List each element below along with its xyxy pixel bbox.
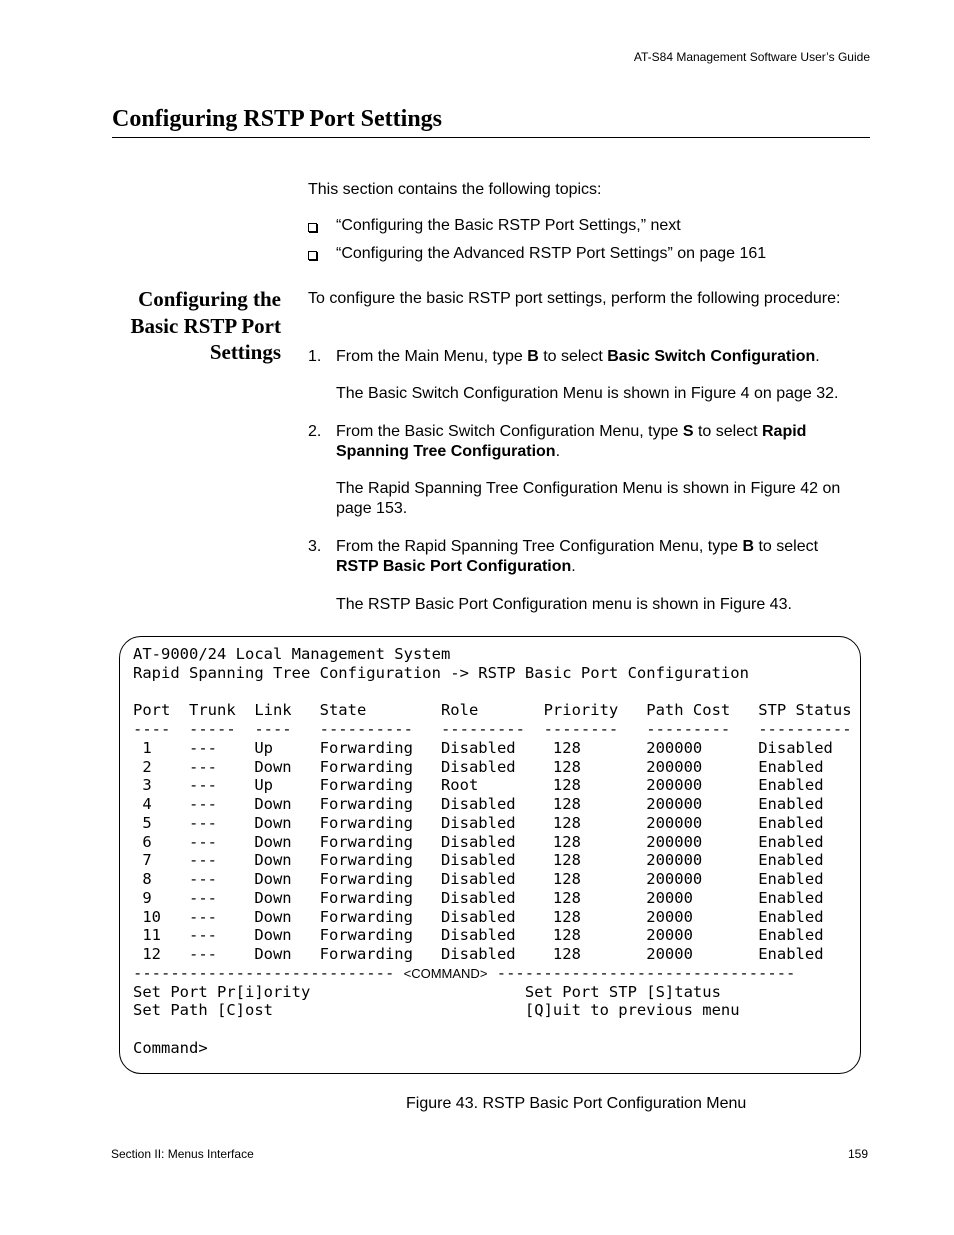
blank-line [133,1020,852,1039]
table-row: 8 --- Down Forwarding Disabled 128 200000 Enabled [133,870,824,888]
command-divider: ---------------------------- <COMMAND> -------------------------------- [133,963,796,982]
key-letter: B [742,538,755,555]
table-row: 9 --- Down Forwarding Disabled 128 20000 Enabled [133,888,824,907]
command-label: <COMMAND> [403,965,488,981]
step-instruction: From the Main Menu, type B to select Basic Switch Configuration. [336,348,820,365]
step-note: The RSTP Basic Port Configuration menu is shown in Figure 43. [336,596,792,613]
step-number: 2. [308,423,322,440]
topic-link[interactable]: “Configuring the Basic RSTP Port Settings,” next [336,217,681,234]
step-number: 3. [308,538,322,555]
blank-line [133,683,852,702]
table-row: 5 --- Down Forwarding Disabled 128 200000 Enabled [133,813,824,832]
terminal-screen [133,645,852,1058]
table-row: 1 --- Up Forwarding Disabled 128 200000 Disabled [133,738,833,757]
step-note: The Rapid Spanning Tree Configuration Menu is shown in Figure 42 on page 153. [336,480,841,517]
menu-option-row: Set Path [C]ost [Q]uit to previous menu [133,1001,740,1020]
topic-link[interactable]: “Configuring the Advanced RSTP Port Settings” on page 161 [336,245,767,262]
terminal-menu-path: Rapid Spanning Tree Configuration -> RSTP Basic Port Configuration [133,663,749,682]
page-number: 159 [847,1147,868,1161]
key-letter: B [527,348,539,365]
key-letter: S [682,423,694,440]
menu-name: Rapid Spanning Tree Configuration [336,423,807,460]
table-header: Port Trunk Link State Role Priority Path Cost STP Status [133,701,852,720]
menu-name: RSTP Basic Port Configuration [336,558,572,575]
section-heading [100,286,281,366]
section-heading-line: Basic RSTP Port [130,313,281,338]
table-row: 7 --- Down Forwarding Disabled 128 200000 Enabled [133,851,824,870]
topic-bullet [308,244,766,264]
checkbox-bullet-icon [308,251,317,260]
command-prompt[interactable]: Command> [133,1038,208,1057]
checkbox-bullet-icon [308,223,317,232]
table-row: 10 --- Down Forwarding Disabled 128 20000 Enabled [133,907,824,926]
figure-caption: Figure 43. RSTP Basic Port Configuration Menu [406,1095,747,1112]
table-row: 11 --- Down Forwarding Disabled 128 20000 Enabled [133,926,824,945]
table-row: 4 --- Down Forwarding Disabled 128 200000 Enabled [133,795,824,813]
procedure-lead: To configure the basic RSTP port settings, perform the following procedure: [308,290,841,307]
running-header: AT-S84 Management Software User’s Guide [633,50,870,64]
table-row: 3 --- Up Forwarding Root 128 200000 Enabled [133,776,824,795]
terminal-system-title: AT-9000/24 Local Management System [133,645,451,663]
intro-text: This section contains the following topics: [308,181,602,198]
page-title: Configuring RSTP Port Settings [112,106,870,138]
menu-name: Basic Switch Configuration [607,348,816,365]
step-instruction: From the Basic Switch Configuration Menu, type S to select Rapid Spanning Tree Configuration. [336,423,807,460]
section-heading-line: Configuring the [138,287,281,311]
footer-section: Section II: Menus Interface [111,1147,254,1161]
table-row: 12 --- Down Forwarding Disabled 128 20000 Enabled [133,945,824,963]
section-heading-line: Settings [209,340,281,364]
table-row: 6 --- Down Forwarding Disabled 128 200000 Enabled [133,832,824,851]
step-instruction: From the Rapid Spanning Tree Configuration Menu, type B to select RSTP Basic Port Configuration. [336,538,819,575]
menu-option-row: Set Port Pr[i]ority Set Port STP [S]tatus [133,982,721,1001]
table-row: 2 --- Down Forwarding Disabled 128 200000 Enabled [133,757,824,776]
topic-bullet [308,216,681,236]
table-header-underline: ---- ----- ---- ---------- --------- -------- --------- ---------- [133,720,852,738]
step-note: The Basic Switch Configuration Menu is shown in Figure 4 on page 32. [336,385,839,402]
step-number: 1. [308,348,322,365]
